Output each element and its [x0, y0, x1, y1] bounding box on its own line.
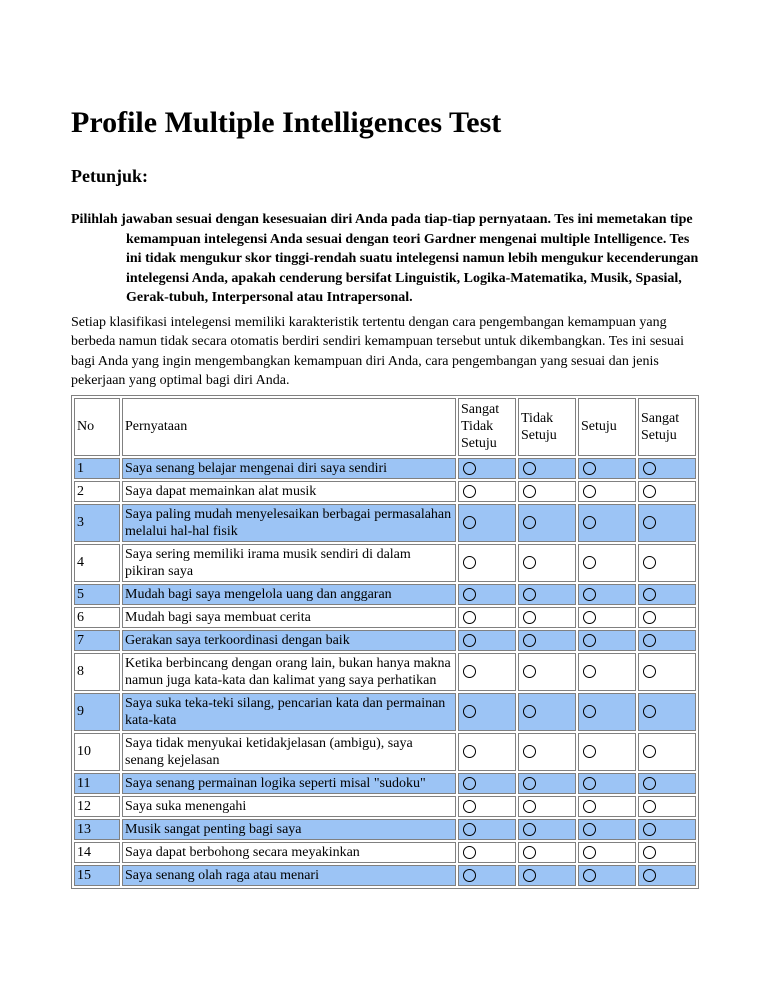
radio-disagree[interactable]	[523, 665, 536, 678]
radio-strongly-agree[interactable]	[643, 556, 656, 569]
row-statement: Saya senang olah raga atau menari	[122, 865, 456, 886]
radio-strongly-disagree[interactable]	[463, 634, 476, 647]
radio-strongly-disagree[interactable]	[463, 485, 476, 498]
table-row	[74, 481, 696, 502]
radio-disagree[interactable]	[523, 556, 536, 569]
radio-agree[interactable]	[583, 516, 596, 529]
row-statement: Saya senang belajar mengenai diri saya sendiri	[122, 458, 456, 479]
radio-agree[interactable]	[583, 846, 596, 859]
row-number: 3	[74, 504, 120, 542]
questionnaire-table	[71, 395, 699, 889]
row-statement: Saya suka menengahi	[122, 796, 456, 817]
header-agree: Setuju	[578, 398, 636, 456]
radio-strongly-agree[interactable]	[643, 611, 656, 624]
radio-strongly-agree[interactable]	[643, 634, 656, 647]
option-cell-strongly-agree	[638, 630, 696, 651]
option-cell-strongly-disagree	[458, 630, 516, 651]
option-cell-strongly-disagree	[458, 584, 516, 605]
option-cell-agree	[578, 481, 636, 502]
option-cell-agree	[578, 796, 636, 817]
option-cell-strongly-disagree	[458, 842, 516, 863]
option-cell-strongly-disagree	[458, 458, 516, 479]
row-statement: Mudah bagi saya membuat cerita	[122, 607, 456, 628]
row-number: 7	[74, 630, 120, 651]
option-cell-strongly-disagree	[458, 773, 516, 794]
table-row	[74, 653, 696, 691]
radio-strongly-disagree[interactable]	[463, 846, 476, 859]
option-cell-strongly-disagree	[458, 693, 516, 731]
radio-strongly-disagree[interactable]	[463, 777, 476, 790]
instruction-text: Pilihlah jawaban sesuai dengan kesesuaian diri Anda pada tiap-tiap pernyataan. Tes ini memetakan tipe kemampuan intelegensi Anda sesuai dengan teori Gardner mengenai multiple Intelligence. Tes ini tidak mengukur skor tinggi-rendah suatu intelegensi namun lebih mengukur kecenderungan intelegensi Anda, apakah cenderung bersifat Linguistik, Logika-Matematika, Musik, Spasial, Gerak-tubuh, Interpersonal atau Intrapersonal.	[71, 212, 699, 305]
radio-disagree[interactable]	[523, 800, 536, 813]
table-row	[74, 584, 696, 605]
option-cell-disagree	[518, 481, 576, 502]
option-cell-strongly-disagree	[458, 733, 516, 771]
row-statement: Saya senang permainan logika seperti misal "sudoku"	[122, 773, 456, 794]
row-statement: Saya dapat memainkan alat musik	[122, 481, 456, 502]
option-cell-disagree	[518, 458, 576, 479]
option-cell-agree	[578, 865, 636, 886]
radio-disagree[interactable]	[523, 705, 536, 718]
table-row	[74, 865, 696, 886]
table-header-row	[74, 398, 696, 456]
option-cell-agree	[578, 842, 636, 863]
radio-strongly-agree[interactable]	[643, 485, 656, 498]
option-cell-disagree	[518, 796, 576, 817]
option-cell-strongly-disagree	[458, 653, 516, 691]
table-row	[74, 733, 696, 771]
radio-strongly-agree[interactable]	[643, 846, 656, 859]
radio-disagree[interactable]	[523, 462, 536, 475]
radio-disagree[interactable]	[523, 745, 536, 758]
instructions-heading: Petunjuk:	[71, 166, 149, 186]
option-cell-agree	[578, 607, 636, 628]
option-cell-strongly-agree	[638, 733, 696, 771]
table-row	[74, 630, 696, 651]
row-statement: Gerakan saya terkoordinasi dengan baik	[122, 630, 456, 651]
row-statement: Musik sangat penting bagi saya	[122, 819, 456, 840]
row-number: 10	[74, 733, 120, 771]
radio-strongly-disagree[interactable]	[463, 462, 476, 475]
radio-strongly-disagree[interactable]	[463, 665, 476, 678]
table-row	[74, 544, 696, 582]
option-cell-strongly-agree	[638, 544, 696, 582]
radio-agree[interactable]	[583, 869, 596, 882]
row-number: 8	[74, 653, 120, 691]
option-cell-agree	[578, 819, 636, 840]
option-cell-disagree	[518, 607, 576, 628]
header-disagree: Tidak Setuju	[518, 398, 576, 456]
radio-disagree[interactable]	[523, 846, 536, 859]
row-number: 12	[74, 796, 120, 817]
radio-agree[interactable]	[583, 611, 596, 624]
option-cell-disagree	[518, 842, 576, 863]
option-cell-disagree	[518, 773, 576, 794]
option-cell-strongly-agree	[638, 865, 696, 886]
option-cell-strongly-disagree	[458, 796, 516, 817]
header-no: No	[74, 398, 120, 456]
row-number: 6	[74, 607, 120, 628]
option-cell-strongly-disagree	[458, 819, 516, 840]
radio-strongly-agree[interactable]	[643, 745, 656, 758]
option-cell-agree	[578, 544, 636, 582]
row-statement: Mudah bagi saya mengelola uang dan anggaran	[122, 584, 456, 605]
row-number: 2	[74, 481, 120, 502]
radio-disagree[interactable]	[523, 823, 536, 836]
option-cell-strongly-agree	[638, 796, 696, 817]
table-row	[74, 504, 696, 542]
row-number: 11	[74, 773, 120, 794]
option-cell-strongly-agree	[638, 693, 696, 731]
option-cell-strongly-agree	[638, 773, 696, 794]
row-number: 5	[74, 584, 120, 605]
option-cell-strongly-disagree	[458, 865, 516, 886]
option-cell-strongly-agree	[638, 607, 696, 628]
radio-agree[interactable]	[583, 485, 596, 498]
radio-strongly-disagree[interactable]	[463, 800, 476, 813]
radio-strongly-disagree[interactable]	[463, 516, 476, 529]
row-number: 4	[74, 544, 120, 582]
radio-agree[interactable]	[583, 665, 596, 678]
header-strongly-agree: Sangat Setuju	[638, 398, 696, 456]
radio-strongly-agree[interactable]	[643, 869, 656, 882]
option-cell-disagree	[518, 653, 576, 691]
radio-disagree[interactable]	[523, 611, 536, 624]
radio-strongly-agree[interactable]	[643, 516, 656, 529]
option-cell-disagree	[518, 630, 576, 651]
row-statement: Ketika berbincang dengan orang lain, bukan hanya makna namun juga kata-kata dan kalimat yang saya perhatikan	[122, 653, 456, 691]
table-row	[74, 842, 696, 863]
option-cell-strongly-agree	[638, 504, 696, 542]
option-cell-disagree	[518, 819, 576, 840]
row-number: 15	[74, 865, 120, 886]
radio-agree[interactable]	[583, 634, 596, 647]
option-cell-agree	[578, 584, 636, 605]
option-cell-disagree	[518, 865, 576, 886]
radio-disagree[interactable]	[523, 485, 536, 498]
option-cell-strongly-agree	[638, 842, 696, 863]
option-cell-strongly-disagree	[458, 481, 516, 502]
radio-disagree[interactable]	[523, 777, 536, 790]
radio-agree[interactable]	[583, 462, 596, 475]
option-cell-strongly-agree	[638, 819, 696, 840]
table-row	[74, 773, 696, 794]
radio-strongly-agree[interactable]	[643, 823, 656, 836]
table-row	[74, 693, 696, 731]
option-cell-strongly-agree	[638, 584, 696, 605]
option-cell-disagree	[518, 733, 576, 771]
radio-strongly-disagree[interactable]	[463, 705, 476, 718]
option-cell-strongly-agree	[638, 653, 696, 691]
radio-strongly-disagree[interactable]	[463, 869, 476, 882]
radio-agree[interactable]	[583, 745, 596, 758]
row-statement: Saya sering memiliki irama musik sendiri di dalam pikiran saya	[122, 544, 456, 582]
header-statement: Pernyataan	[122, 398, 456, 456]
radio-disagree[interactable]	[523, 516, 536, 529]
radio-agree[interactable]	[583, 823, 596, 836]
radio-agree[interactable]	[583, 556, 596, 569]
option-cell-agree	[578, 458, 636, 479]
option-cell-agree	[578, 733, 636, 771]
option-cell-agree	[578, 630, 636, 651]
table-row	[74, 819, 696, 840]
header-strongly-disagree: Sangat Tidak Setuju	[458, 398, 516, 456]
radio-agree[interactable]	[583, 800, 596, 813]
table-row	[74, 458, 696, 479]
option-cell-strongly-agree	[638, 481, 696, 502]
row-statement: Saya suka teka-teki silang, pencarian kata dan permainan kata-kata	[122, 693, 456, 731]
table-row	[74, 796, 696, 817]
row-statement: Saya tidak menyukai ketidakjelasan (ambigu), saya senang kejelasan	[122, 733, 456, 771]
radio-strongly-disagree[interactable]	[463, 611, 476, 624]
option-cell-agree	[578, 773, 636, 794]
option-cell-disagree	[518, 584, 576, 605]
radio-agree[interactable]	[583, 705, 596, 718]
row-statement: Saya dapat berbohong secara meyakinkan	[122, 842, 456, 863]
row-number: 9	[74, 693, 120, 731]
option-cell-strongly-disagree	[458, 544, 516, 582]
option-cell-agree	[578, 653, 636, 691]
radio-disagree[interactable]	[523, 588, 536, 601]
row-number: 1	[74, 458, 120, 479]
option-cell-agree	[578, 504, 636, 542]
radio-strongly-agree[interactable]	[643, 462, 656, 475]
option-cell-disagree	[518, 693, 576, 731]
option-cell-agree	[578, 693, 636, 731]
radio-strongly-disagree[interactable]	[463, 588, 476, 601]
radio-disagree[interactable]	[523, 634, 536, 647]
option-cell-disagree	[518, 504, 576, 542]
radio-strongly-agree[interactable]	[643, 665, 656, 678]
radio-agree[interactable]	[583, 588, 596, 601]
radio-agree[interactable]	[583, 777, 596, 790]
option-cell-strongly-disagree	[458, 607, 516, 628]
radio-strongly-agree[interactable]	[643, 800, 656, 813]
radio-strongly-agree[interactable]	[643, 705, 656, 718]
row-statement: Saya paling mudah menyelesaikan berbagai permasalahan melalui hal-hal fisik	[122, 504, 456, 542]
table-row	[74, 607, 696, 628]
option-cell-strongly-disagree	[458, 504, 516, 542]
row-number: 14	[74, 842, 120, 863]
option-cell-strongly-agree	[638, 458, 696, 479]
page-title: Profile Multiple Intelligences Test	[71, 106, 502, 139]
radio-strongly-disagree[interactable]	[463, 823, 476, 836]
radio-strongly-agree[interactable]	[643, 588, 656, 601]
description-text: Setiap klasifikasi intelegensi memiliki karakteristik tertentu dengan cara pengembangan kemampuan yang berbeda namun tidak secara otomatis berdiri sendiri kemampuan tersebut untuk dikembangkan. Tes ini sesuai bagi Anda yang ingin mengembangkan kemampuan diri Anda, cara pengembangan yang sesuai dan jenis pekerjaan yang optimal bagi diri Anda.	[71, 314, 685, 388]
radio-strongly-disagree[interactable]	[463, 556, 476, 569]
radio-strongly-disagree[interactable]	[463, 745, 476, 758]
row-number: 13	[74, 819, 120, 840]
radio-disagree[interactable]	[523, 869, 536, 882]
radio-strongly-agree[interactable]	[643, 777, 656, 790]
option-cell-disagree	[518, 544, 576, 582]
